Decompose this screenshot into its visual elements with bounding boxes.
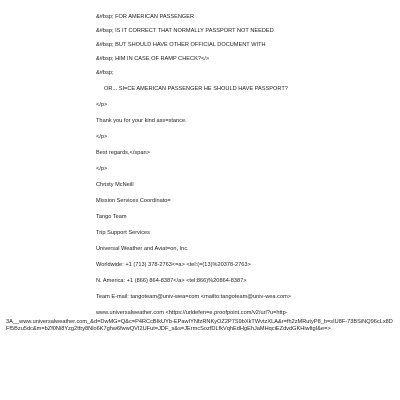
signature-name: Christy McNeill [96, 182, 134, 188]
body-line: &#bsp; HIM IN CASE OF RAMP CHECK?</> [96, 56, 210, 62]
url-continuation: 3A__www.universalweather.com_&d=DwMG=Q&c=P4RCcBIkUYb-EPawIYNfzRNKyOZ2P7S9bXkTWvtzXLA&r=fh2zMRutyP8_b=sIU8F-73BSiNQ96cLx8DFf5Bzu5dc&m=bZf0Ni8Yzg2tfry8Nlo6K7ghw6fwwQVI2UFut=JDF_s&s=JErmcSozfDLfkVqhEdHgEhJaMHqciEZdvdGKHiwltgI&e=> [6, 319, 393, 333]
signature-company: Universal Weather and Aviat=on, Inc. [96, 246, 189, 252]
body-line: &#bsp; IS IT CORRECT THAT NORMALLY PASSPORT NOT NEEDED [96, 28, 274, 34]
paragraph-tag: </p> [96, 134, 108, 140]
worldwide-phone: Worldwide: +1 (713) 378-2763<=a> <tel:(=(13)%20378-2763> [96, 262, 251, 268]
north-america-phone: N. America: +1 (866) 864-8387</a> <tel:866)%20864-8387> [96, 278, 247, 284]
body-line: &#bsp; BUT SHOULD HAVE OTHER OFFICIAL DOCUMENT WITH [96, 42, 266, 48]
regards-line: Best regards,</span> [96, 150, 150, 156]
paragraph-tag: </p> [96, 102, 108, 108]
body-line: OR... SI=CE AMERICAN PASSENGER HE SHOULD HAVE PASSPORT? [104, 86, 288, 92]
thank-you-line: Thank you for your kind ass=stance. [96, 118, 187, 124]
signature-department: Trip Support Services [96, 230, 150, 236]
paragraph-tag: </p> [96, 166, 108, 172]
website-line: www.universalweather.com <https://urldefen=e.proofpoint.com/v2/url?u=http- [96, 310, 288, 316]
signature-team: Tango Team [96, 214, 127, 220]
body-line: &#bsp; FOR AMERICAN PASSENGER [96, 14, 195, 20]
body-line: &#bsp; [96, 70, 114, 76]
team-email: Team E-mail: tangoteam@univ-wea=com <mailto:tangoteam@univ-wea.com> [96, 294, 292, 300]
signature-title: Mission Services Coordinato= [96, 198, 171, 204]
